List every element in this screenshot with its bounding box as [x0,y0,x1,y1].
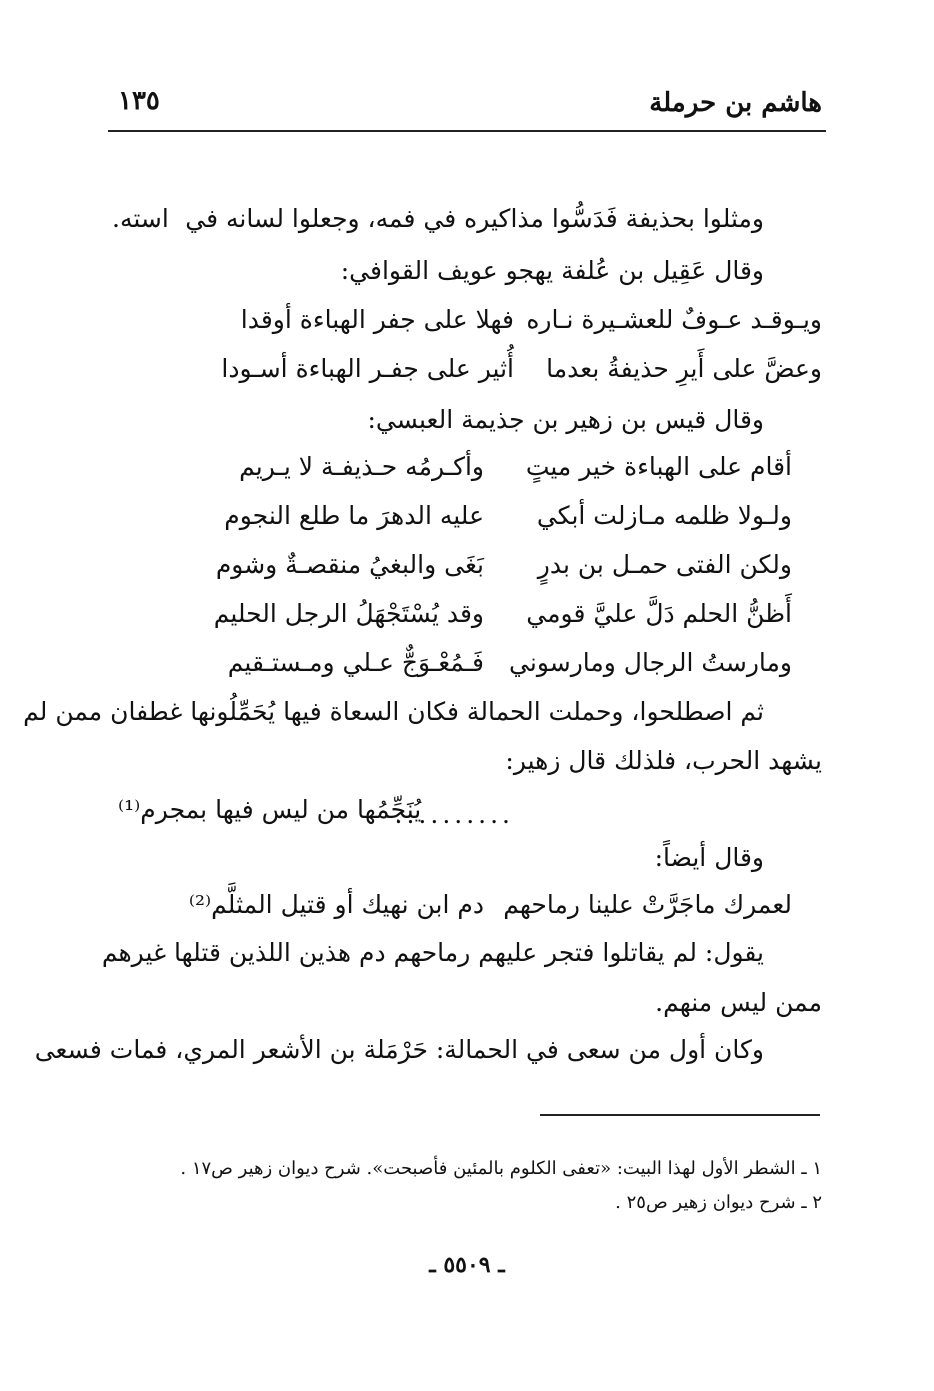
verse-second-hemistich: فَـمُعْـوَجٌّ عـلي ومـستـقيم [227,648,484,677]
paragraph-line: وقال أيضاً: [654,843,764,872]
verse-second-hemistich: فهلا على جفر الهباءة أوقدا [240,305,514,334]
footnote-divider [540,1114,820,1116]
footnote: ٢ ـ شرح ديوان زهير ص٢٥ . [615,1192,822,1213]
page-number: ـ ٥٥٠٩ ـ [429,1252,505,1278]
verse-first-hemistich: ولكن الفتى حمـل بن بدرٍ [537,550,792,579]
verse-second-hemistich: بَغَى والبغيُ منقصـةٌ وشوم [215,550,484,579]
verse-second-hemistich: دم ابن نهيك أو قتيل المثلَّم⁽²⁾ [188,890,484,919]
verse-first-hemistich: أقام على الهباءة خير ميتٍ [525,452,792,481]
verse-first-hemistich: وعضَّ على أَيرِ حذيفةُ بعدما [546,354,822,383]
paragraph-line: وقال عَقِيل بن عُلفة يهجو عويف القوافي: [340,256,764,285]
paragraph-line: استه. [112,204,169,233]
verse-first-hemistich: ولـولا ظلمه مـازلت أبكي [536,501,792,530]
paragraph-line: ثم اصطلحوا، وحملت الحمالة فكان السعاة فيها يُحَمِّلُونها غطفان ممن لم [23,697,764,726]
running-header-page-number: ١٣٥ [118,86,160,116]
elision-dots: .......... [394,800,514,829]
verse-first-hemistich: لعمرك ماجَرَّتْ علينا رماحهم [503,890,792,919]
paragraph-line: ممن ليس منهم. [655,988,822,1017]
footnote: ١ ـ الشطر الأول لهذا البيت: «تعفى الكلوم بالمئين فأصبحت». شرح ديوان زهير ص١٧ . [180,1158,822,1179]
verse-second-hemistich: يُنَجِّمُها من ليس فيها بمجرم⁽¹⁾ [118,795,422,824]
verse-second-hemistich: عليه الدهرَ ما طلع النجوم [224,501,484,530]
paragraph-line: ومثلوا بحذيفة فَدَسُّوا مذاكيره في فمه، وجعلوا لسانه في [185,204,764,233]
paragraph-line: يشهد الحرب، فلذلك قال زهير: [505,746,822,775]
paragraph-line: يقول: لم يقاتلوا فتجر عليهم رماحهم دم هذين اللذين قتلها غيرهم [101,938,764,967]
running-header-title: هاشم بن حرملة [649,88,822,118]
verse-second-hemistich: أُثير على جفـر الهباءة أسـودا [221,354,514,383]
verse-first-hemistich: أَظنُّ الحلم دَلَّ عليَّ قومي [526,599,792,628]
verse-first-hemistich: ومارستُ الرجال ومارسوني [509,648,792,677]
paragraph-line: وقال قيس بن زهير بن جذيمة العبسي: [367,405,764,434]
paragraph-line: وكان أول من سعى في الحمالة: حَرْمَلة بن الأشعر المري، فمات فسعى [34,1035,764,1064]
header-divider [108,130,826,132]
verse-second-hemistich: وقد يُسْتَجْهَلُ الرجل الحليم [213,599,484,628]
verse-first-hemistich: ويـوقـد عـوفٌ للعشـيرة نـاره [526,305,822,334]
verse-second-hemistich: وأكـرمُه حـذيفـة لا يـريم [239,452,484,481]
